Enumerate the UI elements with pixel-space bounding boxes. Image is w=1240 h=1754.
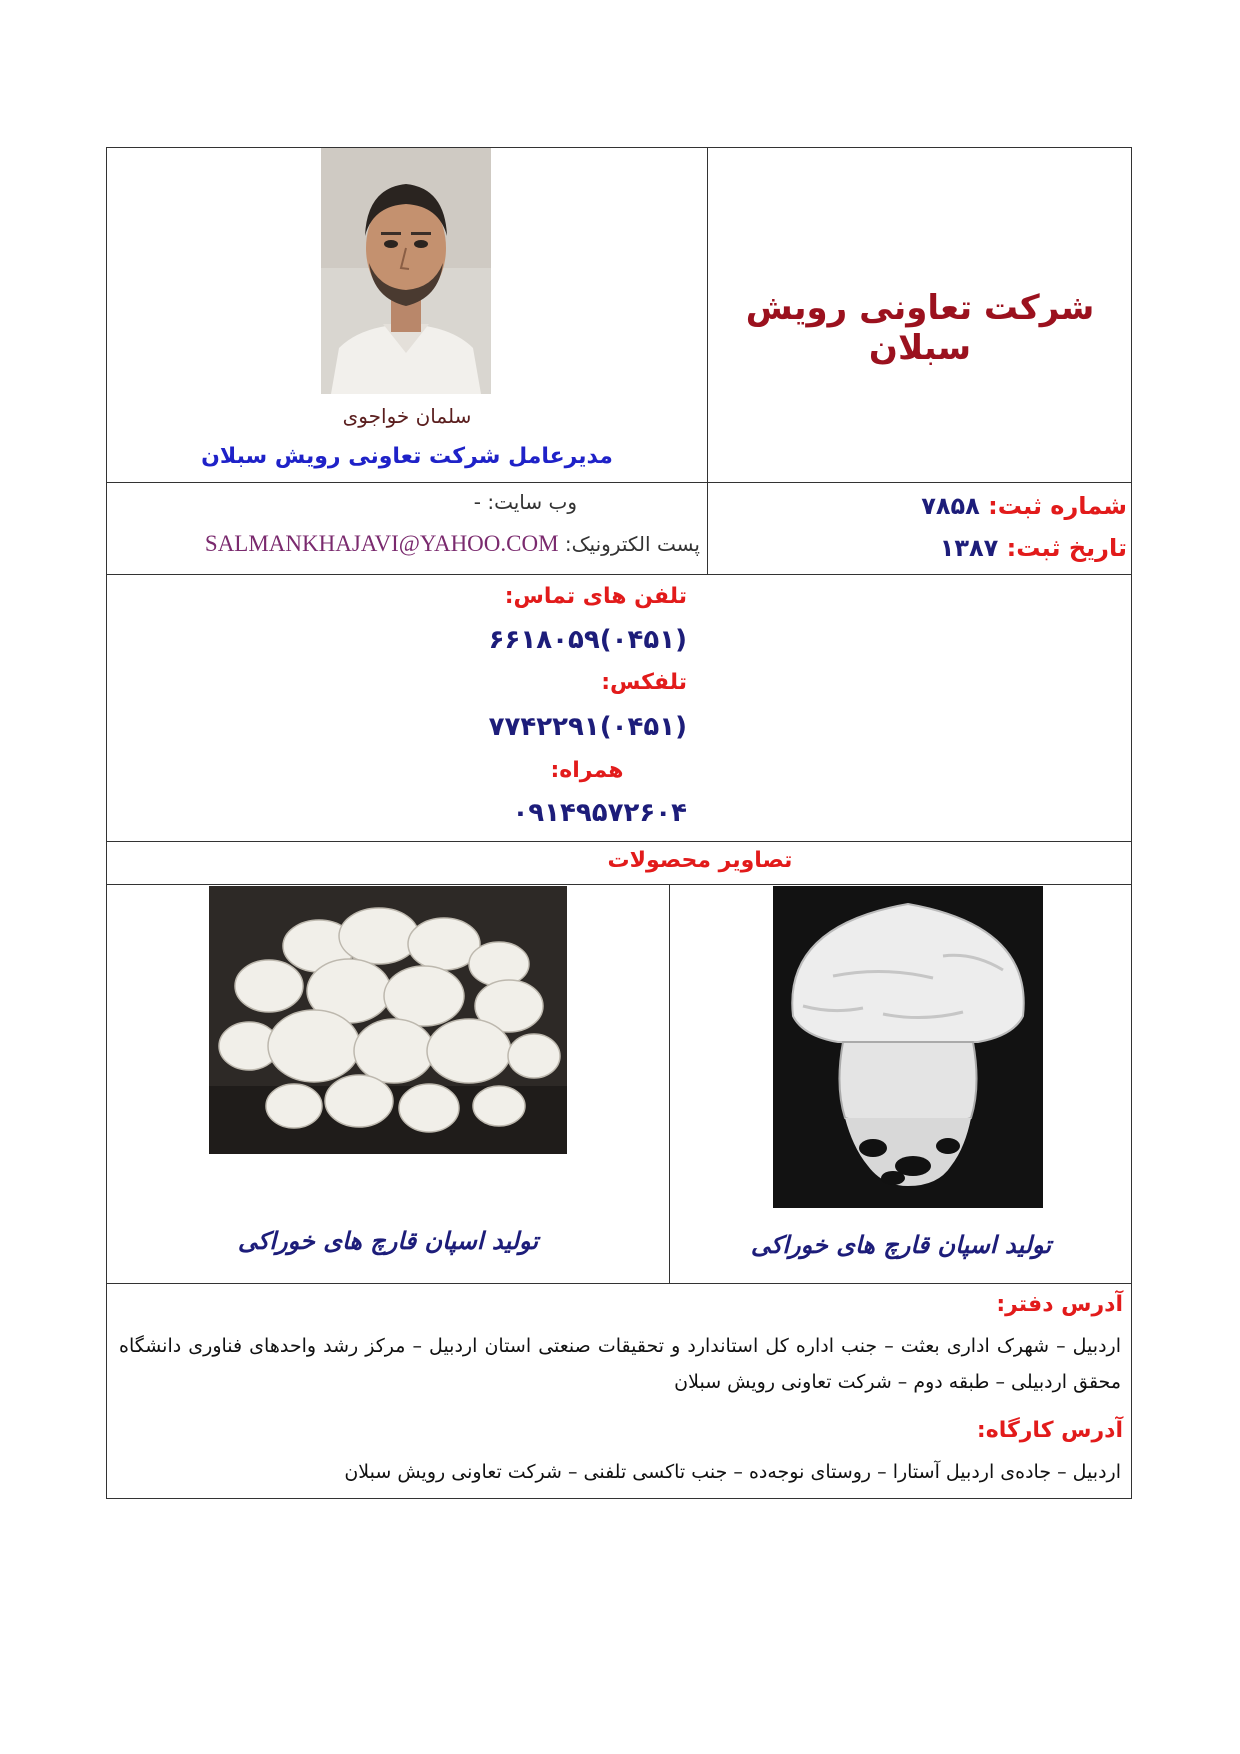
website-value: -	[473, 490, 481, 514]
workshop-address-label: آدرس کارگاه:	[976, 1418, 1123, 1443]
manager-name: سلمان خواجوی	[342, 404, 472, 428]
portrait-image	[321, 148, 491, 394]
phone-label: تلفن های تماس:	[504, 584, 687, 609]
registration-number-value: ۷۸۵۸	[921, 492, 980, 520]
row-divider	[107, 482, 1131, 483]
mobile-number[interactable]: ۰۹۱۴۹۵۷۲۶۰۴	[512, 798, 687, 828]
email-label: پست الکترونیک:	[564, 532, 700, 556]
product-caption-2: تولید اسپان قارچ های خوراکی	[750, 1230, 1052, 1259]
row-divider	[107, 884, 1131, 885]
products-heading: تصاویر محصولات	[607, 848, 793, 873]
column-divider	[669, 884, 670, 1283]
manager-portrait	[321, 148, 491, 394]
fax-number[interactable]: ۷۷۴۲۲۹۱(۰۴۵۱)	[488, 712, 687, 742]
product-image-mushroom-cluster	[209, 886, 567, 1154]
company-profile-table	[106, 147, 1132, 1499]
single-mushroom-icon	[773, 886, 1043, 1208]
registration-date-label: تاریخ ثبت:	[1006, 534, 1127, 562]
manager-title: مدیرعامل شرکت تعاونی رویش سبلان	[201, 444, 613, 469]
product-image-single-mushroom	[773, 886, 1043, 1208]
email-row	[115, 531, 700, 557]
website-row	[347, 490, 577, 514]
email-address[interactable]: SALMANKHAJAVI@YAHOO.COM	[204, 531, 559, 556]
office-address-text: اردبیل – شهرک اداری بعثت – جنب اداره کل استاندارد و تحقیقات صنعتی استان اردبیل – مرکز رشد واحدهای فناوری دانشگاه محقق اردبیلی – طبقه دوم – شرکت تعاونی رویش سبلان	[119, 1335, 1121, 1393]
row-divider	[107, 574, 1131, 575]
mushroom-cluster-icon	[209, 886, 567, 1154]
registration-date-value: ۱۳۸۷	[939, 534, 999, 562]
website-label: وب سایت:	[487, 490, 577, 514]
registration-date	[707, 534, 1127, 562]
registration-number-label: شماره ثبت:	[988, 492, 1127, 520]
phone-number[interactable]: ۶۶۱۸۰۵۹(۰۴۵۱)	[488, 625, 687, 655]
office-address-label: آدرس دفتر:	[996, 1292, 1123, 1317]
fax-label: تلفکس:	[601, 670, 687, 695]
registration-number	[707, 492, 1127, 520]
row-divider	[107, 841, 1131, 842]
product-caption-1: تولید اسپان قارچ های خوراکی	[237, 1226, 539, 1255]
mobile-label: همراه:	[550, 758, 624, 783]
row-divider	[107, 1283, 1131, 1284]
company-title: شرکت تعاونی رویش سبلان	[745, 288, 1095, 368]
workshop-address-text: اردبیل – جاده‌ی اردبیل آستارا – روستای نوجه‌ده – جنب تاکسی تلفنی – شرکت تعاونی رویش سبلان	[344, 1461, 1121, 1483]
